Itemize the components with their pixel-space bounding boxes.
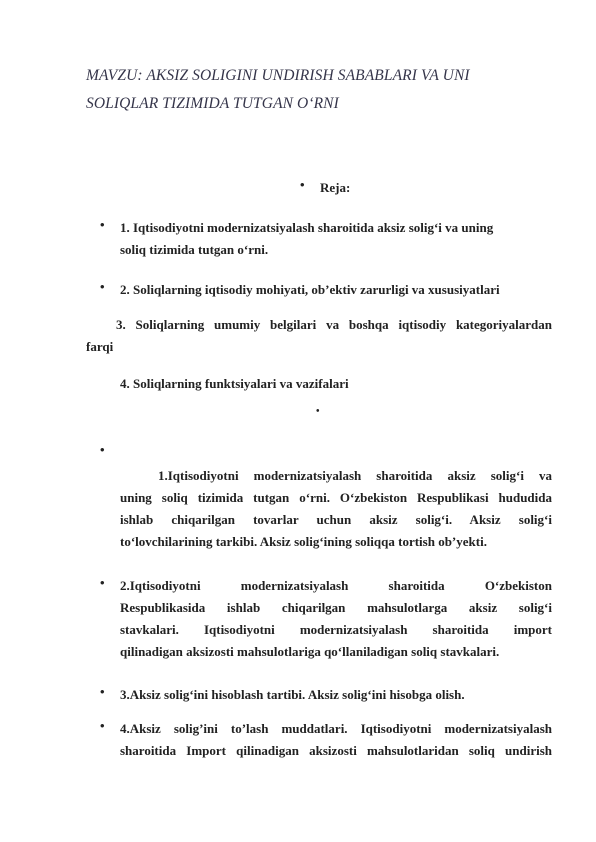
- content-p2-line-4: qilinadigan aksizosti mahsulotlariga qo‘llaniladigan soliq stavkalari.: [120, 644, 500, 659]
- plan-item-1-line-1: 1. Iqtisodiyotni modernizatsiyalash sharoitida aksiz solig‘i va uning: [120, 220, 494, 235]
- plan-item-3-line-2: farqi: [86, 339, 114, 354]
- content-p4-line-2: sharoitida Import qilinadigan aksizosti mahsulotlaridan soliq undirish: [120, 743, 552, 758]
- content-p1-line-1: 1.Iqtisodiyotni modernizatsiyalash sharoitida aksiz solig‘i va: [158, 468, 552, 483]
- content-paragraph-3: 3.Aksiz solig‘ini hisoblash tartibi. Aksiz solig‘ini hisobga olish.: [120, 687, 465, 702]
- plan-item-3-line-1: 3. Soliqlarning umumiy belgilari va boshqa iqtisodiy kategoriyalardan: [116, 317, 552, 332]
- plan-item-1-line-2: soliq tizimida tutgan o‘rni.: [120, 242, 269, 257]
- page-title: [86, 62, 526, 118]
- plan-bullet-1: •: [100, 217, 105, 232]
- content-paragraph-1: [120, 465, 552, 553]
- plan-item-4: 4. Soliqlarning funktsiyalari va vazifalari: [120, 376, 349, 391]
- content-p1-line-3: ishlab chiqarilgan tovarlar uchun aksiz solig‘i. Aksiz solig‘i: [120, 512, 552, 527]
- content-p4-line-1: 4.Aksiz solig’ini to’lash muddatlari. Iqtisodiyotni modernizatsiyalash: [120, 721, 552, 736]
- plan-item-1: [120, 217, 540, 261]
- empty-bullet: •: [100, 442, 105, 457]
- content-bullet-2: •: [100, 575, 105, 590]
- plan-item-2: 2. Soliqlarning iqtisodiy mohiyati, ob’ektiv zarurligi va xususiyatlari: [120, 282, 500, 297]
- title-line-2: SOLIQLAR TIZIMIDA TUTGAN O‘RNI: [86, 95, 339, 112]
- reja-heading: Reja:: [320, 180, 351, 195]
- title-line-1: MAVZU: AKSIZ SOLIGINI UNDIRISH SABABLARI VA UNI: [86, 67, 470, 84]
- plan-item-3: [86, 314, 552, 358]
- content-p2-line-1: 2.Iqtisodiyotni modernizatsiyalash sharoitida O‘zbekiston: [120, 578, 552, 593]
- content-p2-line-3: stavkalari. Iqtisodiyotni modernizatsiyalash sharoitida import: [120, 622, 552, 637]
- plan-bullet-2: •: [100, 279, 105, 294]
- content-bullet-3: •: [100, 684, 105, 699]
- reja-bullet: •: [300, 177, 305, 192]
- content-p1-line-2: uning soliq tizimida tutgan o‘rni. O‘zbekiston Respublikasi hududida: [120, 490, 552, 505]
- content-paragraph-4: [120, 718, 552, 762]
- content-p1-line-4: to‘lovchilarining tarkibi. Aksiz solig‘ining soliqqa tortish ob’yekti.: [120, 534, 487, 549]
- content-paragraph-2: [120, 575, 552, 663]
- content-bullet-4: •: [100, 718, 105, 733]
- content-p2-line-2: Respublikasida ishlab chiqarilgan mahsulotlarga aksiz solig‘i: [120, 600, 552, 615]
- centered-bullet: •: [316, 406, 320, 417]
